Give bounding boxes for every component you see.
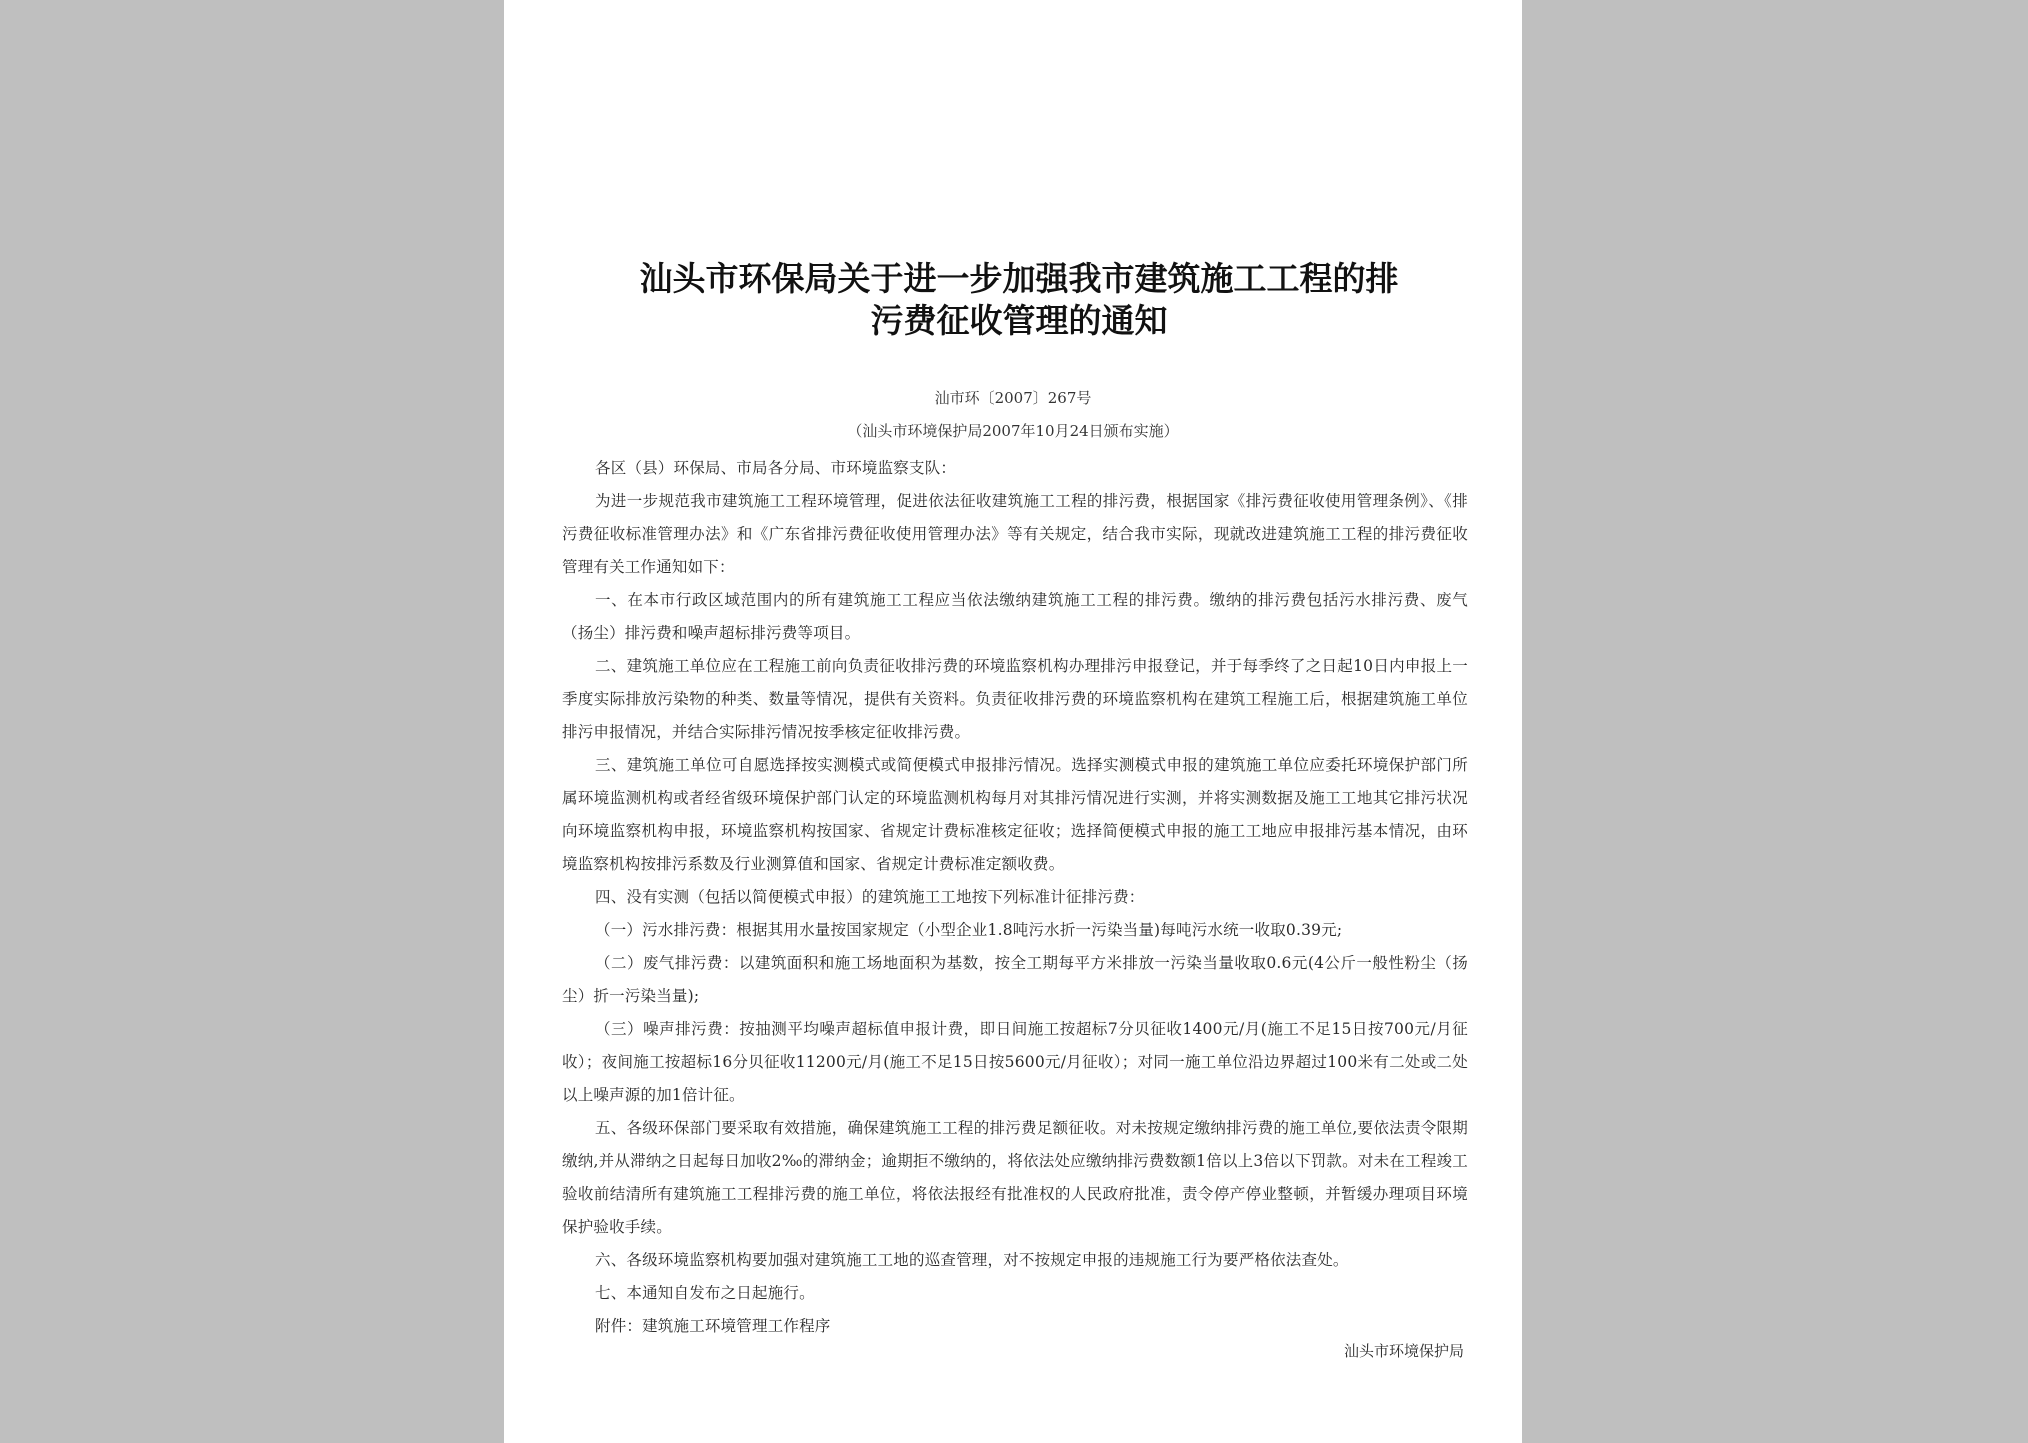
paragraph-4-1: （一）污水排污费：根据其用水量按国家规定（小型企业1.8吨污水折一污染当量)每吨污水统一收取0.39元; [595, 921, 1343, 939]
signature: 汕头市环境保护局 [1343, 1342, 1464, 1360]
paragraph-3: 三、建筑施工单位可自愿选择按实测模式或简便模式申报排污情况。选择实测模式申报的建筑施工单位应委托环境保护部门所属环境监测机构或者经省级环境保护部门认定的环境监测机构每月对其排污情况进行实测，并将实测数据及施工工地其它排污状况向环境监察机构申报，环境监察机构按国家、省规定计费标准核定征收；选择简便模式申报的施工工地应申报排污基本情况，由环境监察机构按排污系数及行业测算值和国家、省规定计费标准定额收费。 [562, 756, 1468, 873]
paragraph-2: 二、建筑施工单位应在工程施工前向负责征收排污费的环境监察机构办理排污申报登记，并于每季终了之日起10日内申报上一季度实际排放污染物的种类、数量等情况，提供有关资料。负责征收排污费的环境监察机构在建筑工程施工后，根据建筑施工单位排污申报情况，并结合实际排污情况按季核定征收排污费。 [562, 657, 1468, 741]
paragraph-intro: 为进一步规范我市建筑施工工程环境管理，促进依法征收建筑施工工程的排污费，根据国家《排污费征收使用管理条例》、《排污费征收标准管理办法》和《广东省排污费征收使用管理办法》等有关规定，结合我市实际，现就改进建筑施工工程的排污费征收管理有关工作通知如下： [562, 492, 1468, 576]
attachment-line: 附件：建筑施工环境管理工作程序 [595, 1317, 831, 1335]
salutation: 各区（县）环保局、市局各分局、市环境监察支队： [595, 459, 957, 477]
document-title [594, 258, 1444, 342]
paragraph-7: 七、本通知自发布之日起施行。 [595, 1284, 815, 1302]
paragraph-4: 四、没有实测（包括以简便模式申报）的建筑施工工地按下列标准计征排污费： [595, 888, 1145, 906]
paragraph-4-2: （二）废气排污费：以建筑面积和施工场地面积为基数，按全工期每平方米排放一污染当量收取0.6元(4公斤一般性粉尘（扬尘）折一污染当量); [562, 954, 1468, 1005]
paragraph-1: 一、在本市行政区域范围内的所有建筑施工工程应当依法缴纳建筑施工工程的排污费。缴纳的排污费包括污水排污费、废气（扬尘）排污费和噪声超标排污费等项目。 [562, 591, 1468, 642]
document-number: 汕市环〔2007〕267号 [934, 389, 1092, 407]
paragraph-6: 六、各级环境监察机构要加强对建筑施工工地的巡查管理，对不按规定申报的违规施工行为要严格依法查处。 [595, 1251, 1349, 1269]
title-line-2: 污费征收管理的通知 [870, 301, 1168, 340]
issued-note: （汕头市环境保护局2007年10月24日颁布实施） [847, 422, 1179, 440]
document-body [562, 452, 1468, 1343]
document-page [504, 0, 1522, 1443]
title-line-1: 汕头市环保局关于进一步加强我市建筑施工工程的排 [639, 259, 1399, 298]
paragraph-4-3: （三）噪声排污费：按抽测平均噪声超标值申报计费，即日间施工按超标7分贝征收1400元/月(施工不足15日按700元/月征收）；夜间施工按超标16分贝征收11200元/月(施工不足15日按5600元/月征收）；对同一施工单位沿边界超过100米有二处或二处以上噪声源的加1倍计征。 [562, 1020, 1468, 1104]
paragraph-5: 五、各级环保部门要采取有效措施，确保建筑施工工程的排污费足额征收。对未按规定缴纳排污费的施工单位,要依法责令限期缴纳,并从滞纳之日起每日加收2‰的滞纳金；逾期拒不缴纳的，将依法处应缴纳排污费数额1倍以上3倍以下罚款。对未在工程竣工验收前结清所有建筑施工工程排污费的施工单位，将依法报经有批准权的人民政府批准，责令停产停业整顿，并暂缓办理项目环境保护验收手续。 [562, 1119, 1468, 1236]
